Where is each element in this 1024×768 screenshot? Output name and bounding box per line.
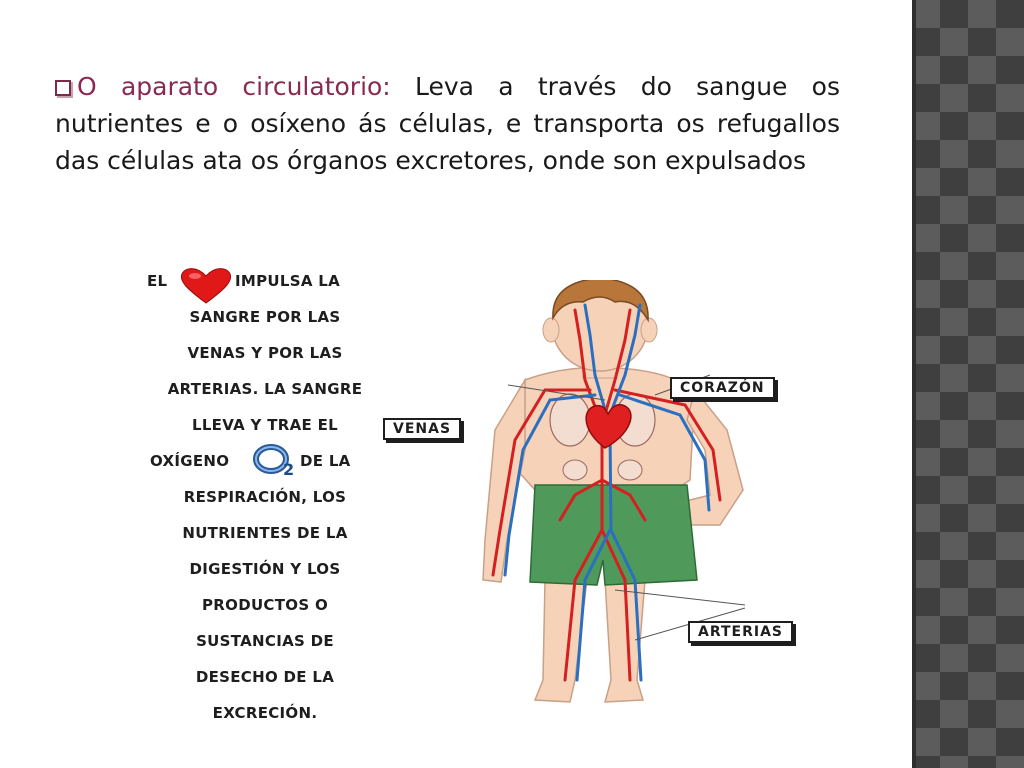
term-heading: O aparato circulatorio: bbox=[77, 72, 391, 101]
checkbox-bullet-icon bbox=[55, 80, 71, 96]
caption-line-7a: OXÍGENO bbox=[150, 452, 230, 470]
caption-line-1a: EL bbox=[147, 272, 168, 290]
term-definition: Leva a través do sangue os nutrientes e o osíxeno ás células, e transporta os refugallos das células ata os órganos excretores, onde son expulsados bbox=[55, 72, 840, 175]
label-veins: VENAS bbox=[383, 418, 461, 440]
caption-line: NUTRIENTES DE LA bbox=[182, 524, 348, 542]
caption-line: LLEVA Y TRAE EL bbox=[191, 416, 339, 434]
decorative-side-strip bbox=[912, 0, 1024, 768]
heart-icon bbox=[177, 265, 235, 305]
bullet-paragraph bbox=[55, 68, 840, 179]
caption-line: VENAS Y POR LAS bbox=[187, 344, 343, 362]
caption-line: ARTERIAS. LA SANGRE bbox=[167, 380, 363, 398]
caption-line: DESECHO DE LA bbox=[195, 668, 335, 686]
caption-line: EXCRECIÓN. bbox=[212, 704, 318, 722]
label-arteries: ARTERIAS bbox=[688, 621, 793, 643]
caption-line-7b: DE LA bbox=[300, 452, 351, 470]
label-heart: CORAZÓN bbox=[670, 377, 775, 399]
o2-symbol bbox=[253, 444, 299, 478]
circulatory-figure bbox=[135, 255, 815, 735]
caption-line: DIGESTIÓN Y LOS bbox=[189, 560, 341, 578]
caption-line: SANGRE POR LAS bbox=[189, 308, 341, 326]
caption-line: RESPIRACIÓN, LOS bbox=[183, 488, 347, 506]
child-body-illustration bbox=[465, 280, 765, 720]
o2-subscript: 2 bbox=[283, 460, 295, 478]
caption-line: PRODUCTOS O bbox=[202, 596, 328, 614]
caption-line-1b: IMPULSA LA bbox=[235, 272, 341, 290]
caption-line: SUSTANCIAS DE bbox=[196, 632, 334, 650]
side-strip-edge bbox=[912, 0, 916, 768]
